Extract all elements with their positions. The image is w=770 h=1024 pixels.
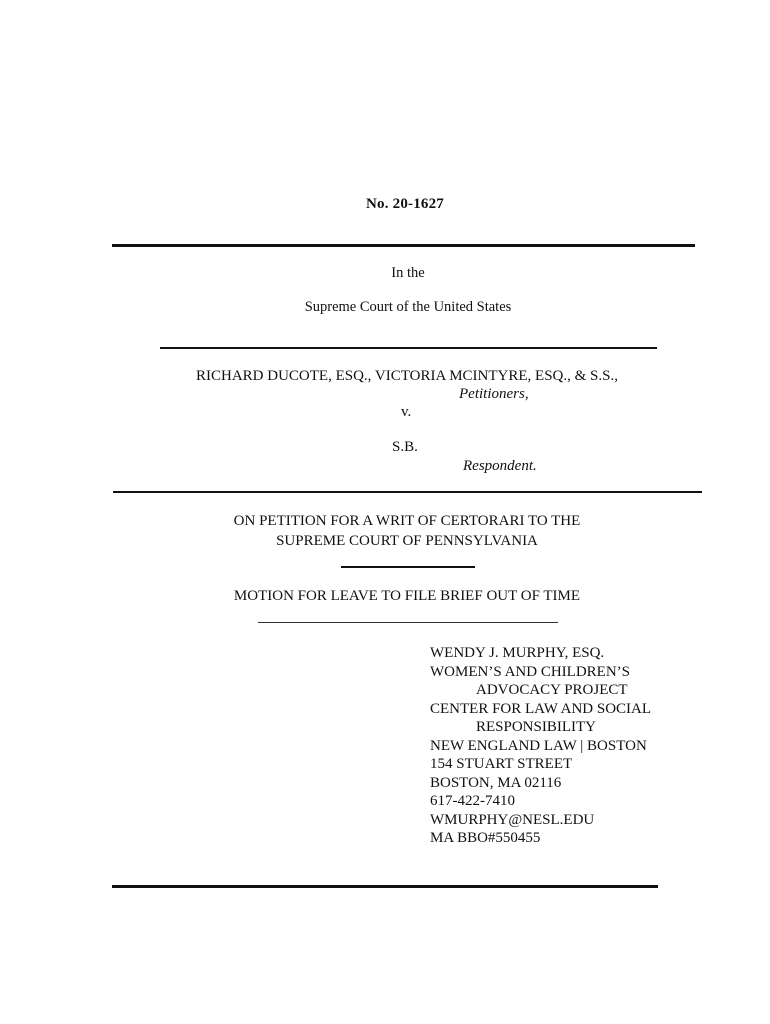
petition-divider [341, 566, 475, 568]
counsel-bar-number: MA BBO#550455 [430, 830, 541, 846]
caption-divider [113, 491, 702, 493]
counsel-org-line: ADVOCACY PROJECT [476, 682, 628, 698]
top-rule [112, 244, 695, 247]
counsel-email: WMURPHY@NESL.EDU [430, 811, 595, 828]
respondent-label: Respondent. [463, 458, 537, 474]
counsel-org-line: WOMEN’S AND CHILDREN’S [430, 663, 630, 680]
counsel-street-address: 154 STUART STREET [430, 756, 573, 772]
petitioners-names: RICHARD DUCOTE, ESQ., VICTORIA MCINTYRE, ESQ., & S.S., [196, 368, 618, 384]
motion-divider [258, 622, 558, 623]
counsel-org-line: CENTER FOR LAW AND SOCIAL [430, 700, 652, 717]
bottom-rule [112, 885, 658, 888]
motion-title: MOTION FOR LEAVE TO FILE BRIEF OUT OF TIME [233, 588, 581, 604]
petition-heading-line-1: ON PETITION FOR A WRIT OF CERTORARI TO THE [233, 513, 581, 529]
court-intro: In the [391, 265, 425, 281]
counsel-org-line: RESPONSIBILITY [476, 719, 597, 735]
respondent-name: S.B. [392, 439, 418, 455]
court-divider [160, 347, 657, 349]
versus: v. [401, 404, 412, 420]
counsel-phone: 617-422-7410 [430, 793, 515, 809]
counsel-org-line: NEW ENGLAND LAW | BOSTON [430, 737, 647, 754]
docket-number: No. 20-1627 [365, 196, 445, 212]
counsel-name: WENDY J. MURPHY, ESQ. [430, 645, 605, 661]
court-name: Supreme Court of the United States [304, 299, 512, 315]
counsel-city-address: BOSTON, MA 02116 [430, 774, 562, 791]
petitioners-label: Petitioners, [459, 386, 529, 402]
counsel-block [430, 644, 651, 848]
petition-heading-line-2: SUPREME COURT OF PENNSYLVANIA [276, 533, 538, 549]
